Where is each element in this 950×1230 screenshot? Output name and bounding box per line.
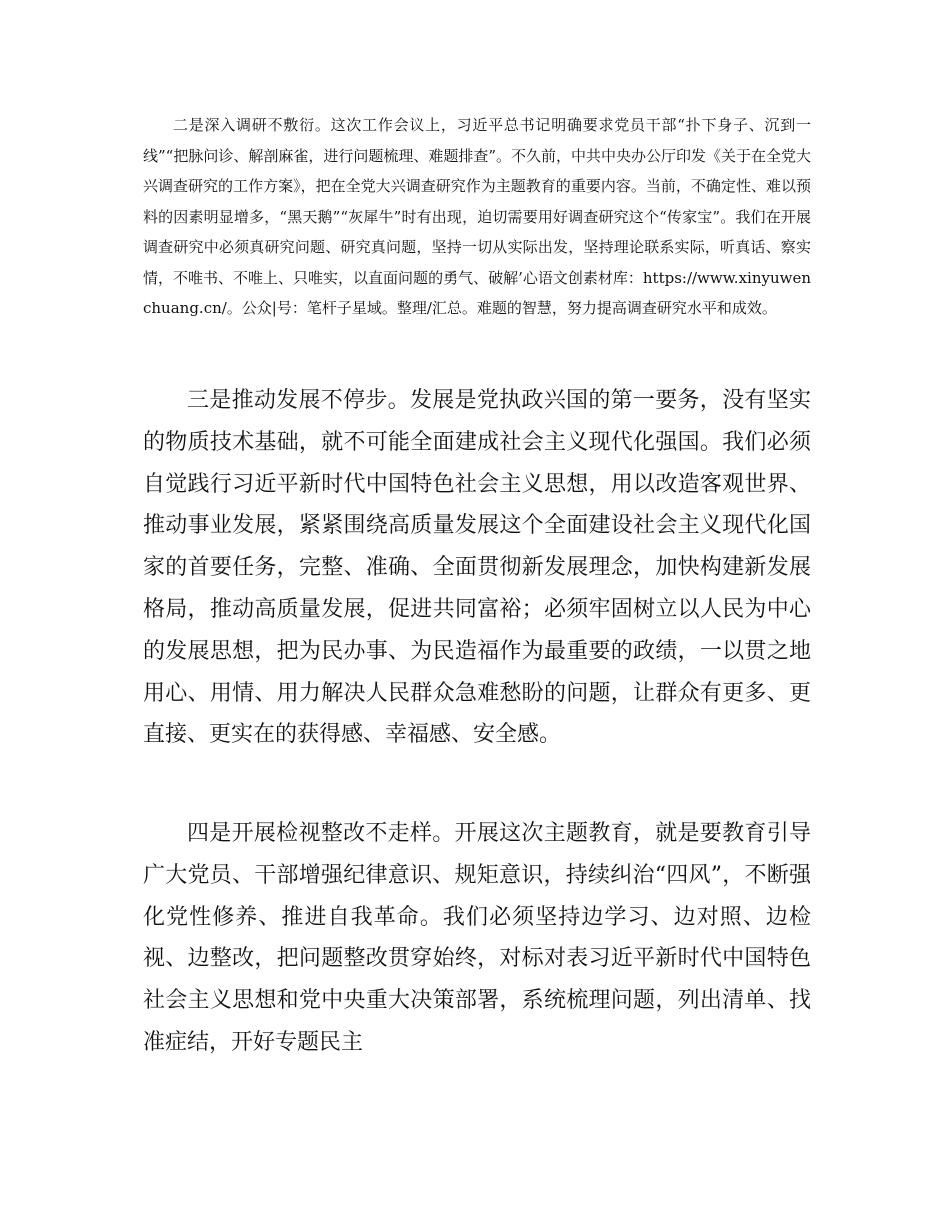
paragraph-research: 二是深入调研不敷衍。这次工作会议上，习近平总书记明确要求党员干部“扑下身子、沉到一线”“把脉问诊、解剖麻雀，进行问题梳理、难题排查”。不久前，中共中央办公厅印发《关于在全党大兴调查研究的工作方案》，把在全党大兴调查研究作为主题教育的重要内容。当前，不确定性、难以预料的因素明显增多，“黑天鹅”“灰犀牛”时有出现，迫切需要用好调查研究这个“传家宝”。我们在开展调查研究中必须真研究问题、研究真问题，坚持一切从实际出发，坚持理论联系实际，听真话、察实情，不唯书、不唯上、只唯实，以直面问题的勇气、破解’心语文创素材库：https://www.xinyuwenchuang.cn/。公众|号：笔杆子星域。整理/汇总。难题的智慧，努力提高调查研究水平和成效。	[143, 116, 812, 317]
paragraph-rectification: 四是开展检视整改不走样。开展这次主题教育，就是要教育引导广大党员、干部增强纪律意识、规矩意识，持续纠治“四风”，不断强化党性修养、推进自我革命。我们必须坚持边学习、边对照、边检视、边整改，把问题整改贯穿始终，对标对表习近平新时代中国特色社会主义思想和党中央重大决策部署，系统梳理问题，列出清单、找准症结，开好专题民主	[143, 821, 811, 1055]
paragraph-development: 三是推动发展不停步。发展是党执政兴国的第一要务，没有坚实的物质技术基础，就不可能全面建成社会主义现代化强国。我们必须自觉践行习近平新时代中国特色社会主义思想，用以改造客观世界、推动事业发展，紧紧围绕高质量发展这个全面建设社会主义现代化国家的首要任务，完整、准确、全面贯彻新发展理念，加快构建新发展格局，推动高质量发展，促进共同富裕；必须牢固树立以人民为中心的发展思想，把为民办事、为民造福作为最重要的政绩，一以贯之地用心、用情、用力解决人民群众急难愁盼的问题，让群众有更多、更直接、更实在的获得感、幸福感、安全感。	[143, 388, 811, 748]
